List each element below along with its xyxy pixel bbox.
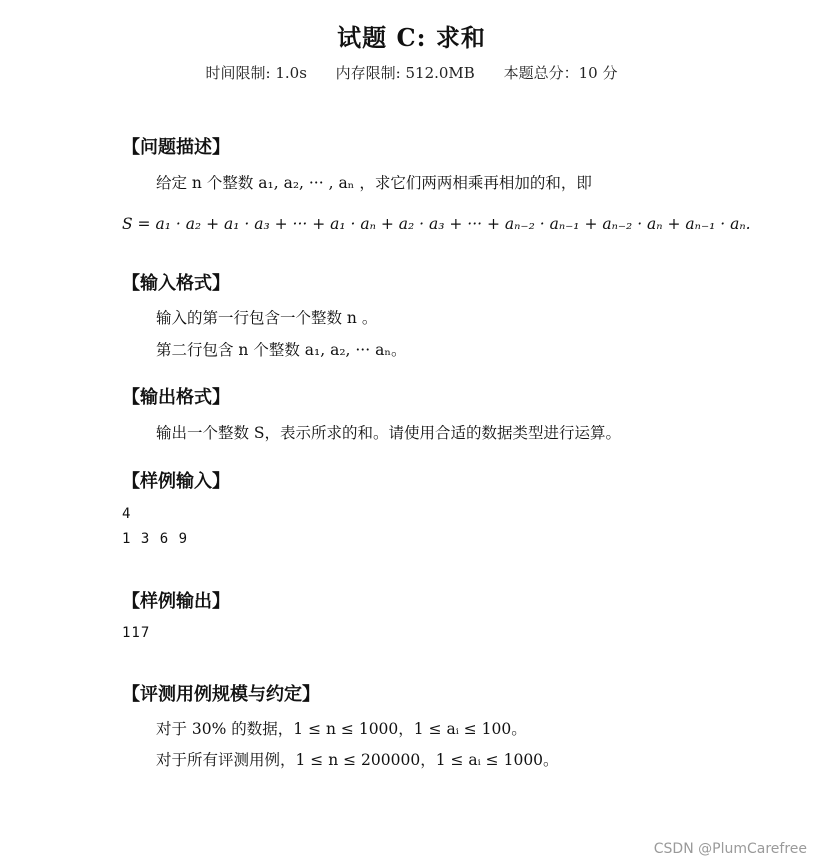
sum-formula: S = a₁ · a₂ + a₁ · a₃ + ··· + a₁ · aₙ + a₂ · a₃ + ··· + aₙ₋₂ · aₙ₋₁ + aₙ₋₂ · aₙ + aₙ₋₁ · aₙ. — [122, 215, 751, 233]
watermark: CSDN @PlumCarefree — [653, 841, 807, 857]
total-score: 本题总分：10 分 — [503, 64, 618, 82]
sample-output-heading: 【样例输出】 — [122, 591, 230, 612]
time-limit: 时间限制: 1.0s — [205, 64, 307, 82]
sample-input-line-2: 1 3 6 9 — [122, 531, 189, 547]
output-format-line-1: 输出一个整数 S，表示所求的和。请使用合适的数据类型进行运算。 — [156, 424, 622, 442]
sample-input-line-1: 4 — [122, 506, 132, 522]
input-format-line-2: 第二行包含 n 个整数 a₁, a₂, ··· aₙ。 — [156, 341, 407, 359]
problem-meta — [0, 62, 823, 83]
output-format-heading: 【输出格式】 — [122, 387, 230, 408]
description-text: 给定 n 个整数 a₁, a₂, ··· , aₙ ，求它们两两相乘再相加的和，即 — [156, 174, 592, 192]
input-format-heading: 【输入格式】 — [122, 273, 230, 294]
description-heading: 【问题描述】 — [122, 137, 230, 158]
sample-input-heading: 【样例输入】 — [122, 471, 230, 492]
constraints-line-1: 对于 30% 的数据，1 ≤ n ≤ 1000，1 ≤ aᵢ ≤ 100。 — [156, 720, 527, 738]
input-format-line-1: 输入的第一行包含一个整数 n 。 — [156, 309, 378, 327]
constraints-heading: 【评测用例规模与约定】 — [122, 684, 320, 705]
constraints-line-2: 对于所有评测用例，1 ≤ n ≤ 200000，1 ≤ aᵢ ≤ 1000。 — [156, 751, 559, 769]
problem-title: 试题 C: 求和 — [337, 23, 486, 52]
memory-limit: 内存限制: 512.0MB — [335, 64, 475, 82]
sample-output-line-1: 117 — [122, 625, 151, 641]
